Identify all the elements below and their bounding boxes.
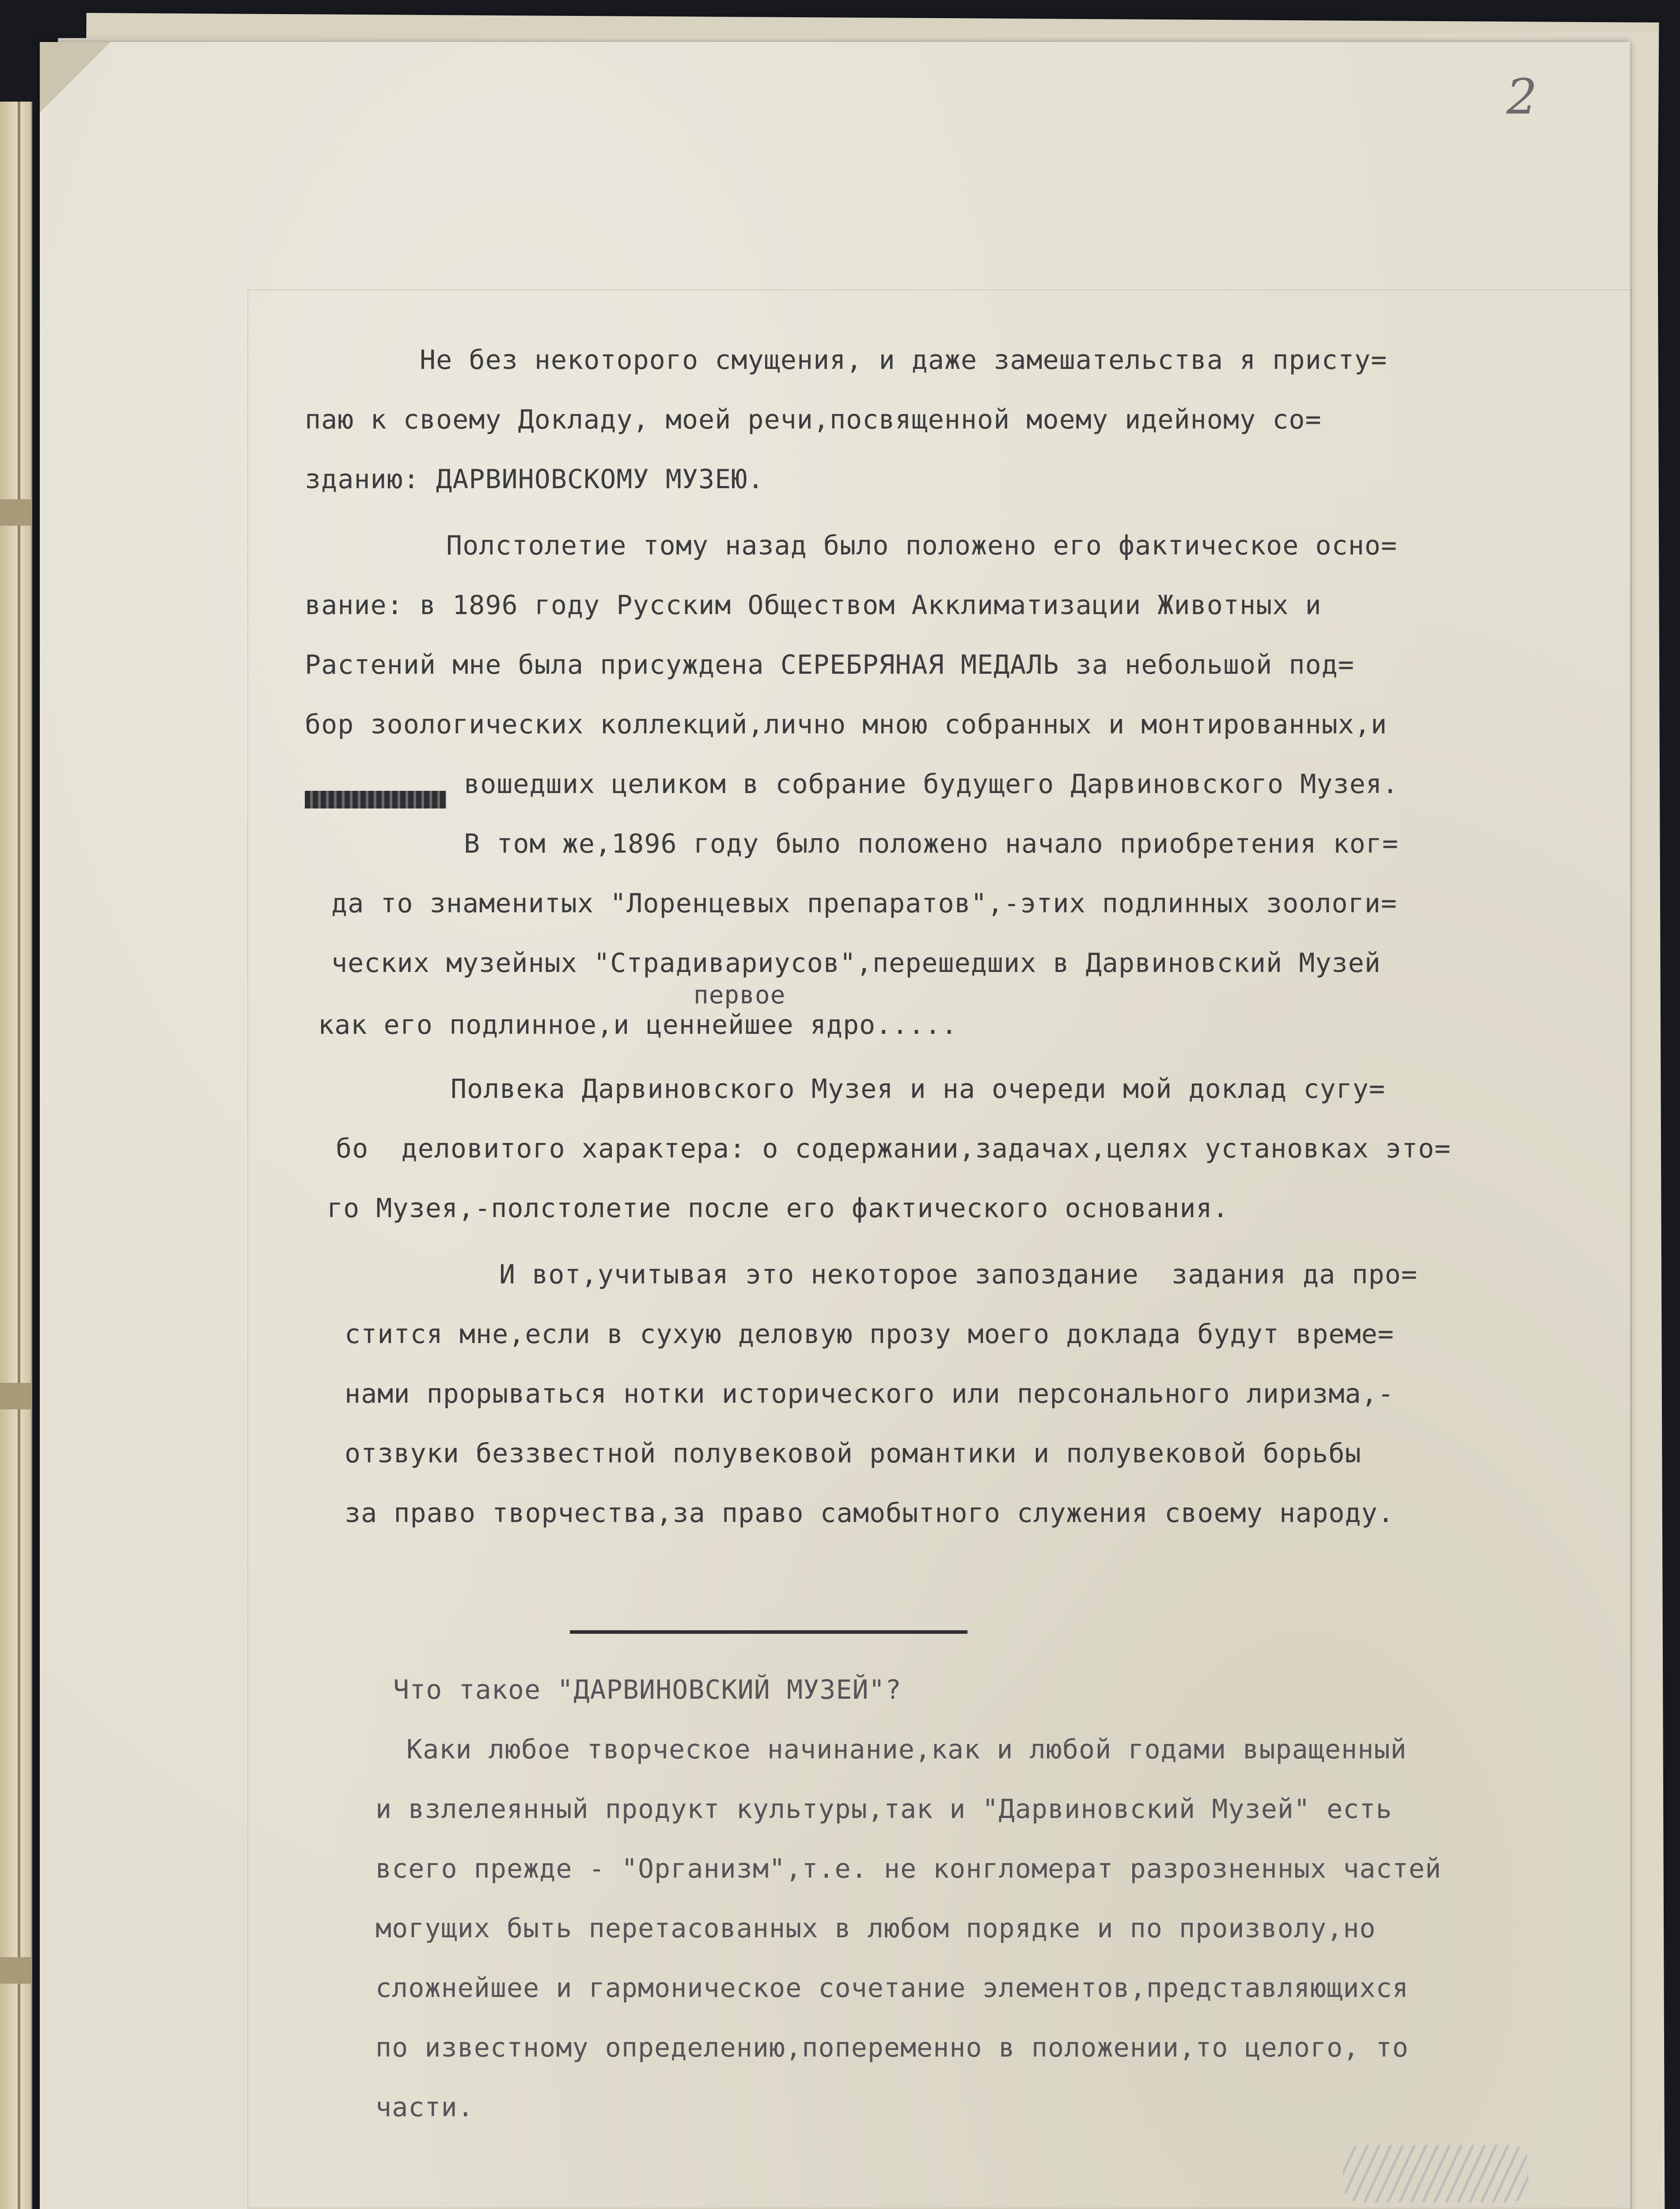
- folder-tab: [0, 1957, 31, 1984]
- folder-tab: [0, 499, 31, 526]
- text-line: го Музея,-полстолетие после его фактического основания.: [327, 1193, 1229, 1224]
- text-line: вошедших целиком в собрание будущего Дарвиновского Музея.: [464, 769, 1399, 800]
- text-line: нами прорываться нотки исторического или персонального лиризма,-: [345, 1378, 1394, 1409]
- text-line: Полстолетие тому назад было положено его фактическое осно=: [446, 530, 1398, 561]
- text-line: паю к своему Докладу, моей речи,посвященной моему идейному со=: [305, 404, 1322, 435]
- folder-spine: [18, 102, 20, 2209]
- text-line: как его подлинное,и ценнейшее ядро.....: [318, 1010, 958, 1040]
- section-heading: Что такое "ДАРВИНОВСКИЙ МУЗЕЙ"?: [393, 1674, 902, 1705]
- text-line: части.: [375, 2092, 474, 2123]
- text-line: бо деловитого характера: о содержании,задачах,целях установках это=: [336, 1133, 1451, 1164]
- folder-tab: [0, 1383, 31, 1409]
- text-line: за право творчества,за право самобытного служения своему народу.: [345, 1498, 1394, 1529]
- section-divider: [570, 1630, 967, 1634]
- text-line: Полвека Дарвиновского Музея и на очереди мой доклад сугу=: [451, 1074, 1386, 1104]
- folder-edge: [0, 102, 32, 2209]
- text-line: бор зоологических коллекций,лично мною собранных и монтированных,и: [305, 709, 1388, 740]
- text-line: вание: в 1896 году Русским Обществом Акклиматизации Животных и: [305, 590, 1322, 621]
- struck-out-word: [305, 791, 446, 808]
- text-line: Каки любое творческое начинание,как и любой годами выращенный: [406, 1734, 1407, 1765]
- text-line: сложнейшее и гармоническое сочетание элементов,представляющихся: [375, 1973, 1409, 2004]
- text-line: И вот,учитывая это некоторое запоздание задания да про=: [499, 1259, 1418, 1290]
- page-number: 2: [1506, 68, 1537, 125]
- text-line: ческих музейных "Страдивариусов",перешедших в Дарвиновский Музей: [331, 948, 1381, 979]
- text-line: стится мне,если в сухую деловую прозу моего доклада будут време=: [345, 1319, 1394, 1350]
- document-page: [40, 42, 1630, 2209]
- text-line: и взлелеянный продукт культуры,так и "Дарвиновский Музей" есть: [375, 1794, 1392, 1825]
- text-line: Не без некоторого смущения, и даже замешательства я присту=: [420, 345, 1388, 376]
- text-line: отзвуки беззвестной полувековой романтики и полувековой борьбы: [345, 1438, 1361, 1469]
- text-line: Растений мне была присуждена СЕРЕБРЯНАЯ МЕДАЛЬ за небольшой под=: [305, 649, 1354, 680]
- text-line: всего прежде - "Организм",т.е. не конгломерат разрозненных частей: [375, 1853, 1441, 1884]
- interlinear-insertion: первое: [694, 981, 786, 1010]
- text-line: по известному определению,попеременно в положении,то целого, то: [375, 2032, 1409, 2063]
- text-line: В том же,1896 году было положено начало приобретения ког=: [464, 828, 1399, 859]
- text-line: могущих быть перетасованных в любом порядке и по произволу,но: [375, 1913, 1376, 1944]
- text-line: да то знаменитых "Лоренцевых препаратов",-этих подлинных зоологи=: [331, 888, 1397, 919]
- faint-stamp: [1343, 2145, 1528, 2202]
- text-line: зданию: ДАРВИНОВСКОМУ МУЗЕЮ.: [305, 464, 764, 495]
